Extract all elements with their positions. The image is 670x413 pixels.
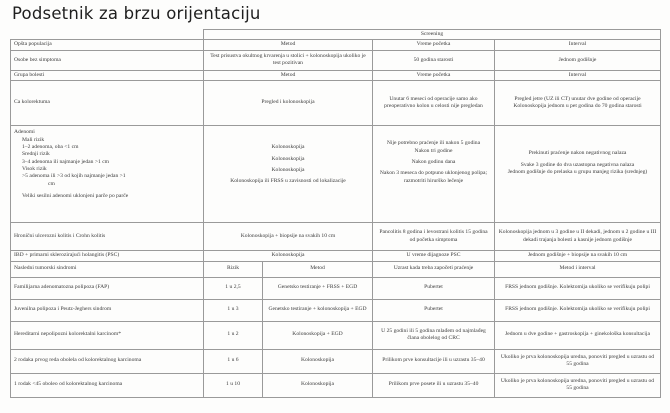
- adenoma-method-3: Kolonoskopija: [271, 166, 305, 173]
- table-row-fap: [11, 277, 661, 299]
- screening-reference-table: [10, 29, 660, 398]
- adenoma-start-1: Nije potrebno praćenje ili nakon 5 godina: [386, 140, 481, 147]
- adenoma-interval-3: Jednom godišnje do prelaska u grupu manjeg rizika (srednjeg): [507, 168, 648, 175]
- empty-corner-cell: [11, 30, 204, 40]
- column-header-risk: Rizik: [204, 261, 263, 277]
- column-header-start-time-2: Vreme početka: [373, 70, 495, 80]
- cell-start-colorectal-cancer: Unutar 6 meseci od operacije samo ako preoperativno kolon u celosti nije pregledan: [373, 81, 495, 126]
- column-header-interval: Interval: [495, 40, 661, 50]
- cell-start-ulcerative-colitis: Pancolitis 8 godina i levostrani kolitis 15 godina od početka simptoma: [373, 223, 495, 251]
- table-row-adenomas: [11, 126, 661, 223]
- cell-age-hnpcc: U 25 godini ili 5 godina mlađem od najmlađeg člana obolelog od CRC: [373, 321, 495, 349]
- interval-line-2: Kolonoskopija jednom u pet godina do 70 godina starosti: [513, 103, 642, 110]
- cell-start-adenomas: [373, 126, 495, 223]
- row-label-juvenile-polyposis: Juvenilna polipoza i Peutz-Jeghers sindrom: [11, 299, 204, 321]
- row-label-two-relatives: 2 rodaka prvog reda obolela od kolorektalnog karcinoma: [11, 349, 204, 373]
- cell-method-interval-hnpcc: Jednom u dve godine + gastroskopija + ginekološka konsultacija: [495, 321, 661, 349]
- cell-method-two-relatives: Kolonoskopija: [263, 349, 373, 373]
- table-row-screening-banner: [11, 30, 661, 40]
- cell-method-interval-two-relatives: Ukoliko je prva kolonoskopija uredna, ponoviti pregled u uzrastu od 55 godina: [495, 349, 661, 373]
- adenoma-low-risk-criteria: 1–2 adenoma, oba <1 cm: [22, 143, 79, 150]
- section-header-general-population: Opšta populacija: [11, 40, 204, 50]
- cell-method-one-relative: Kolonoskopija: [263, 373, 373, 397]
- column-header-age-to-begin: Uzrast kada treba započeti praćenje: [373, 261, 495, 277]
- section-header-disease-group: Grupa bolesti: [11, 70, 204, 80]
- cell-method-asymptomatic: Test prisustva okultnog krvarenja u stolici + kolonoskopija ukoliko je test pozitivan: [204, 50, 373, 70]
- cell-risk-two-relatives: 1 u 6: [204, 349, 263, 373]
- cell-risk-hnpcc: 1 u 2: [204, 321, 263, 349]
- cell-risk-one-relative: 1 u 10: [204, 373, 263, 397]
- cell-start-ibd-psc: U vreme dijagnoze PSC: [373, 251, 495, 261]
- table-row-section-general-population: [11, 40, 661, 50]
- table-row-colorectal-cancer: [11, 81, 661, 126]
- column-header-method: Metod: [204, 40, 373, 50]
- adenoma-medium-risk-criteria: 3–4 adenoma ili najmanje jedan >1 cm: [22, 158, 110, 165]
- adenoma-method-1: Kolonoskopija: [271, 144, 305, 151]
- cell-method-juvenile-polyposis: Genetsko testiranje + kolonoskopija + EGD: [263, 299, 373, 321]
- table-row-section-disease-group: [11, 70, 661, 80]
- cell-method-fap: Genetsko testiranje + FRSS + EGD: [263, 277, 373, 299]
- adenoma-start-4: Nakon 3 meseca do potpuno uklonjenog polipa; razmotriti hirurško lečenje: [379, 170, 488, 184]
- cell-method-ulcerative-colitis: Kolonoskopija + biopsije na svakih 10 cm: [204, 223, 373, 251]
- row-label-ulcerative-colitis: Hronični ulcerozni kolitis i Crohn kolitis: [11, 223, 204, 251]
- page-title: Podsetnik za brzu orijentaciju: [12, 4, 261, 23]
- cell-method-adenomas: [204, 126, 373, 223]
- table-row-ulcerative-colitis: [11, 223, 661, 251]
- screening-group-header: Screening: [204, 30, 661, 40]
- cell-age-juvenile-polyposis: Pubertet: [373, 299, 495, 321]
- adenoma-interval-2: Svake 3 godine do dva uzastopna negativna nalaza: [520, 161, 635, 168]
- table-row-juvenile-polyposis: [11, 299, 661, 321]
- row-label-ibd-psc: IBD + primarni sklerozirajući holangitis (PSC): [11, 251, 204, 261]
- table-row-section-hereditary: [11, 261, 661, 277]
- adenoma-heading: Adenomi: [14, 129, 35, 136]
- cell-method-interval-fap: FRSS jednom godišnje. Kolektomija ukoliko se verifikuju polipi: [495, 277, 661, 299]
- table-row-ibd-psc: [11, 251, 661, 261]
- adenoma-high-risk-criteria: >5 adenoma ili >3 od kojih najmanje jedan >1: [22, 173, 126, 180]
- column-header-method-2: Metod: [204, 70, 373, 80]
- row-label-hnpcc: Hereditarni nepolipozni kolorektalni karcinom*: [11, 321, 204, 349]
- adenoma-start-3: Nakon godinu dana: [411, 158, 456, 165]
- cell-method-ibd-psc: Kolonoskopija: [204, 251, 373, 261]
- table-row-hnpcc: [11, 321, 661, 349]
- cell-interval-colorectal-cancer: [495, 81, 661, 126]
- cell-method-hnpcc: Kolonoskopija + EGD: [263, 321, 373, 349]
- cell-risk-juvenile-polyposis: 1 u 3: [204, 299, 263, 321]
- interval-line-1: Pregled jetre (UZ ili CT) unutar dve godine od operacije: [514, 95, 641, 102]
- adenoma-method-2: Kolonoskopija: [271, 155, 305, 162]
- column-header-interval-2: Interval: [495, 70, 661, 80]
- row-label-adenomas: [11, 126, 204, 223]
- adenoma-interval-1: Prekinuti praćenje nakon negativnog nalaza: [528, 150, 627, 157]
- column-header-method-and-interval: Metod i interval: [495, 261, 661, 277]
- table-row-asymptomatic: [11, 50, 661, 70]
- cell-age-two-relatives: Prilikom prve konsultacije ili u uzrastu 35–40: [373, 349, 495, 373]
- adenoma-method-4: Kolonoskopija ili FRSS u zavisnosti od lokalizacije: [230, 178, 346, 185]
- cell-interval-adenomas: [495, 126, 661, 223]
- adenoma-high-risk-label: Visok rizik: [22, 166, 47, 172]
- cell-method-interval-one-relative: Ukoliko je prva kolonoskopija uredna, ponoviti pregled u uzrastu od 55 godina: [495, 373, 661, 397]
- adenoma-high-risk-criteria-cont: cm: [48, 180, 55, 187]
- adenoma-start-2: Nakon tri godine: [414, 147, 453, 154]
- cell-method-colorectal-cancer: Pregled i kolonoskopija: [204, 81, 373, 126]
- cell-age-one-relative: Prilikom prve posete ili u uzrastu 35–40: [373, 373, 495, 397]
- adenoma-medium-risk-label: Srednji rizik: [22, 151, 50, 158]
- cell-interval-ibd-psc: Jednom godišnje + biopsije na svakih 10 cm: [495, 251, 661, 261]
- table-row-two-relatives: [11, 349, 661, 373]
- column-header-start-time: Vreme početka: [373, 40, 495, 50]
- row-label-one-relative: 1 rodak <45 oboleo od kolorektalnog karcinoma: [11, 373, 204, 397]
- cell-interval-asymptomatic: Jednom godišnje: [495, 50, 661, 70]
- adenoma-low-risk-label: Mali rizik: [22, 136, 45, 143]
- table: [10, 29, 661, 398]
- cell-method-interval-juvenile-polyposis: FRSS jednom godišnje. Kolektomija ukoliko se verifikuju polipi: [495, 299, 661, 321]
- cell-risk-fap: 1 u 2,5: [204, 277, 263, 299]
- row-label-colorectal-cancer: Ca kolorektuma: [11, 81, 204, 126]
- row-label-fap: Familijarna adenomatozna polipoza (FAP): [11, 277, 204, 299]
- cell-start-asymptomatic: 50 godina starosti: [373, 50, 495, 70]
- table-row-one-relative: [11, 373, 661, 397]
- cell-age-fap: Pubertet: [373, 277, 495, 299]
- cell-interval-ulcerative-colitis: Kolonoskopija jednom u 3 godine u II dekadi, jednom u 2 godine u III dekadi trajanja bolesti a kasnije jednom godišnje: [495, 223, 661, 251]
- section-header-hereditary: Nasledni tumorski sindromi: [11, 261, 204, 277]
- row-label-asymptomatic: Osobe bez simptoma: [11, 50, 204, 70]
- adenoma-sessile-label: Veliki sesilni adenomi uklonjeni parče po parče: [22, 193, 129, 200]
- column-header-method-3: Metod: [263, 261, 373, 277]
